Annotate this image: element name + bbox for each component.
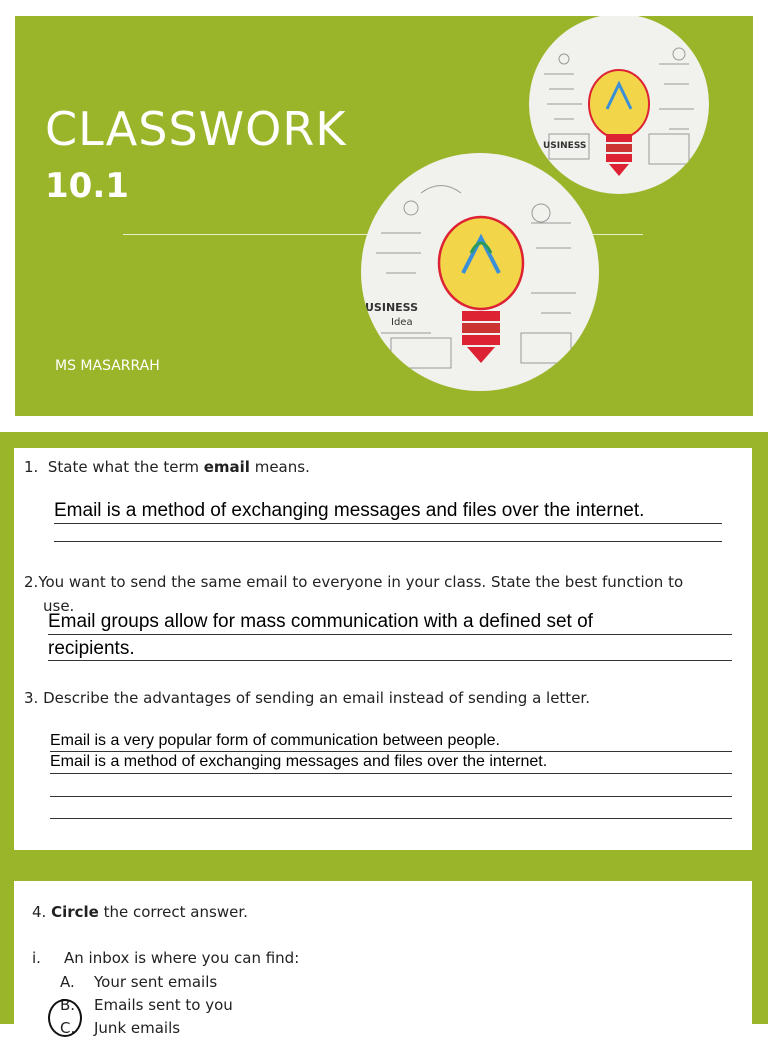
question-2-number: 2. bbox=[24, 573, 39, 591]
lightbulb-image-small bbox=[529, 16, 709, 194]
svg-text:USINESS: USINESS bbox=[543, 141, 587, 151]
sub-question-number: i. bbox=[32, 949, 41, 967]
option-text: Your sent emails bbox=[94, 973, 218, 991]
option-a bbox=[60, 973, 218, 991]
svg-text:Idea: Idea bbox=[391, 317, 413, 328]
author-name: MS MASARRAH bbox=[55, 358, 160, 374]
question-2 bbox=[24, 573, 683, 591]
question-1-text-end: means. bbox=[249, 458, 310, 476]
question-4 bbox=[32, 903, 248, 921]
answer-line bbox=[54, 523, 722, 524]
answer-line bbox=[48, 660, 732, 661]
question-4-bold: Circle bbox=[51, 903, 99, 921]
question-1 bbox=[24, 458, 310, 476]
question-3-text: Describe the advantages of sending an email instead of sending a letter. bbox=[43, 689, 590, 707]
answer-2-line-1: Email groups allow for mass communication with a defined set of bbox=[48, 611, 593, 632]
answer-line bbox=[50, 818, 732, 819]
slide-title: CLASSWORK bbox=[45, 102, 347, 156]
answer-circle-mark bbox=[48, 999, 82, 1037]
option-letter: A. bbox=[60, 973, 75, 991]
question-1-bold: email bbox=[203, 458, 250, 476]
title-slide bbox=[0, 0, 768, 428]
question-1-text: State what the term bbox=[47, 458, 204, 476]
answer-line bbox=[50, 796, 732, 797]
question-3-number: 3. bbox=[24, 689, 39, 707]
svg-text:USINESS: USINESS bbox=[365, 301, 419, 314]
answer-line bbox=[50, 751, 732, 752]
lightbulb-image-large bbox=[361, 153, 599, 391]
sub-question-text: An inbox is where you can find: bbox=[64, 949, 300, 967]
question-2-text: You want to send the same email to everyone in your class. State the best function to bbox=[38, 573, 684, 591]
answer-line bbox=[48, 634, 732, 635]
answer-line bbox=[50, 773, 732, 774]
question-1-number: 1. bbox=[24, 458, 39, 476]
question-2-continued: use. bbox=[43, 597, 75, 615]
question-3 bbox=[24, 689, 590, 707]
option-text: Emails sent to you bbox=[94, 996, 233, 1014]
answer-3-line-1: Email is a very popular form of communication between people. bbox=[50, 732, 500, 749]
multiple-choice-slide bbox=[0, 866, 768, 1037]
questions-card bbox=[14, 448, 752, 850]
sub-question-i bbox=[32, 949, 300, 967]
multiple-choice-card bbox=[14, 881, 752, 1041]
answer-3-line-2: Email is a method of exchanging messages and files over the internet. bbox=[50, 753, 548, 770]
title-slide-background bbox=[15, 16, 753, 416]
question-4-number: 4. bbox=[32, 903, 47, 921]
question-4-text: the correct answer. bbox=[98, 903, 248, 921]
option-letter: B. bbox=[60, 996, 76, 1014]
option-letter: C. bbox=[60, 1019, 76, 1037]
option-text: Junk emails bbox=[94, 1019, 181, 1037]
answer-1: Email is a method of exchanging messages and files over the internet. bbox=[54, 500, 645, 521]
answer-2-line-2: recipients. bbox=[48, 638, 135, 659]
answer-line bbox=[54, 541, 722, 542]
questions-slide bbox=[0, 432, 768, 866]
slide-number: 10.1 bbox=[45, 166, 129, 206]
